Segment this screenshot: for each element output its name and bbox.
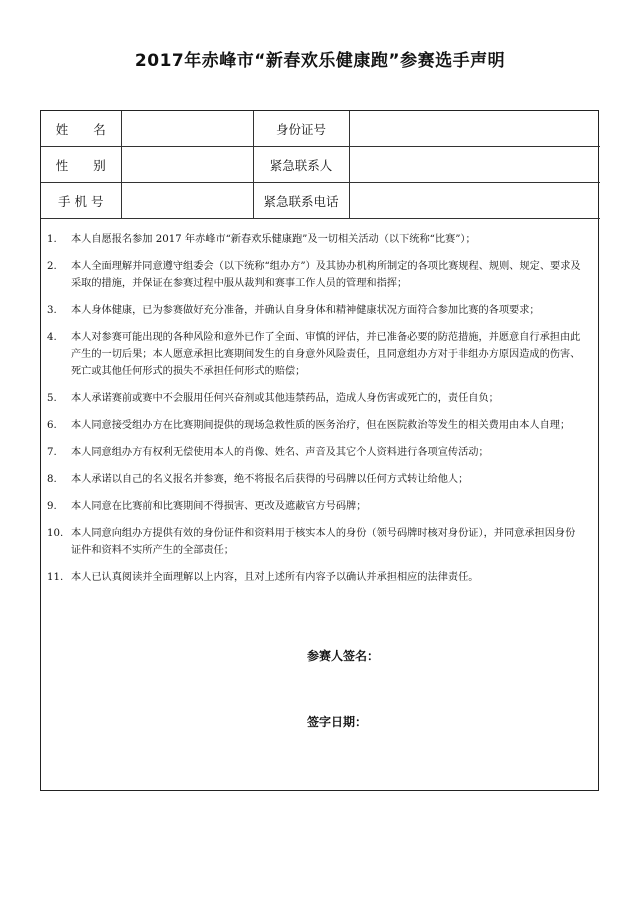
term-text: 本人对参赛可能出现的各种风险和意外已作了全面、审慎的评估，并已准备必要的防范措施，并愿意自行承担由此产生的一切后果；本人愿意承担比赛期间发生的自身意外风险责任，且同意组办方对于非组办方原因造成的伤害、死亡或其他任何形式的损失不承担任何形式的赔偿； <box>71 332 581 377</box>
list-item <box>41 390 581 407</box>
emergency-contact-label: 紧急联系人 <box>253 147 349 183</box>
term-number: 6. <box>47 420 57 431</box>
term-text: 本人身体健康，已为参赛做好充分准备，并确认自身身体和精神健康状况方面符合参加比赛的各项要求； <box>71 305 540 316</box>
term-text: 本人承诺以自己的名义报名并参赛，绝不将报名后获得的号码牌以任何方式转让给他人； <box>71 474 469 485</box>
term-number: 9. <box>47 501 57 512</box>
term-text: 本人全面理解并同意遵守组委会（以下统称“组办方”）及其协办机构所制定的各项比赛规程、规则、规定、要求及采取的措施，并保证在参赛过程中服从裁判和赛事工作人员的管理和指挥； <box>71 261 581 289</box>
list-item <box>41 444 581 461</box>
term-number: 1. <box>47 234 57 245</box>
gender-label: 性 别 <box>41 147 121 183</box>
term-text: 本人同意接受组办方在比赛期间提供的现场急救性质的医务治疗，但在医院救治等发生的相关费用由本人自理； <box>71 420 571 431</box>
participant-signature-label: 参赛人签名： <box>307 649 380 663</box>
term-text: 本人同意组办方有权利无偿使用本人的肖像、姓名、声音及其它个人资料进行各项宣传活动； <box>71 447 489 458</box>
list-item <box>41 525 581 559</box>
id-number-label: 身份证号 <box>253 111 349 147</box>
term-number: 3. <box>47 305 57 316</box>
term-number: 2. <box>47 261 57 272</box>
list-item <box>41 569 581 586</box>
list-item <box>41 302 581 319</box>
list-item <box>41 258 581 292</box>
list-item <box>41 417 581 434</box>
term-text: 本人同意在比赛前和比赛期间不得损害、更改及遮蔽官方号码牌； <box>71 501 367 512</box>
list-item <box>41 231 581 248</box>
term-text: 本人已认真阅读并全面理解以上内容，且对上述所有内容予以确认并承担相应的法律责任。 <box>71 572 479 583</box>
term-number: 10. <box>47 528 64 539</box>
name-label: 姓 名 <box>41 111 121 147</box>
table-row <box>41 111 600 147</box>
emergency-phone-label: 紧急联系电话 <box>253 183 349 219</box>
term-text: 本人自愿报名参加 2017 年赤峰市“新春欢乐健康跑”及一切相关活动（以下统称“比赛”）； <box>71 234 476 245</box>
id-number-field[interactable] <box>349 111 600 147</box>
term-number: 8. <box>47 474 57 485</box>
list-item <box>41 498 581 515</box>
phone-label: 手 机 号 <box>41 183 121 219</box>
emergency-phone-field[interactable] <box>349 183 600 219</box>
name-field[interactable] <box>121 111 253 147</box>
page-title: 2017年赤峰市“新春欢乐健康跑”参赛选手声明 <box>134 51 506 71</box>
phone-field[interactable] <box>121 183 253 219</box>
participant-info-table <box>41 111 600 219</box>
term-text: 本人承诺赛前或赛中不会服用任何兴奋剂或其他违禁药品，造成人身伤害或死亡的，责任自负； <box>71 393 499 404</box>
term-number: 4. <box>47 332 57 343</box>
gender-field[interactable] <box>121 147 253 183</box>
table-row <box>41 147 600 183</box>
terms-list <box>41 231 581 586</box>
term-number: 5. <box>47 393 57 404</box>
signature-date-label: 签字日期： <box>307 715 368 729</box>
list-item <box>41 329 581 380</box>
emergency-contact-field[interactable] <box>349 147 600 183</box>
term-number: 7. <box>47 447 57 458</box>
declaration-form <box>40 110 599 791</box>
list-item <box>41 471 581 488</box>
term-number: 11. <box>47 572 64 583</box>
table-row <box>41 183 600 219</box>
term-text: 本人同意向组办方提供有效的身份证件和资料用于核实本人的身份（领号码牌时核对身份证），并同意承担因身份证件和资料不实所产生的全部责任； <box>71 528 576 556</box>
